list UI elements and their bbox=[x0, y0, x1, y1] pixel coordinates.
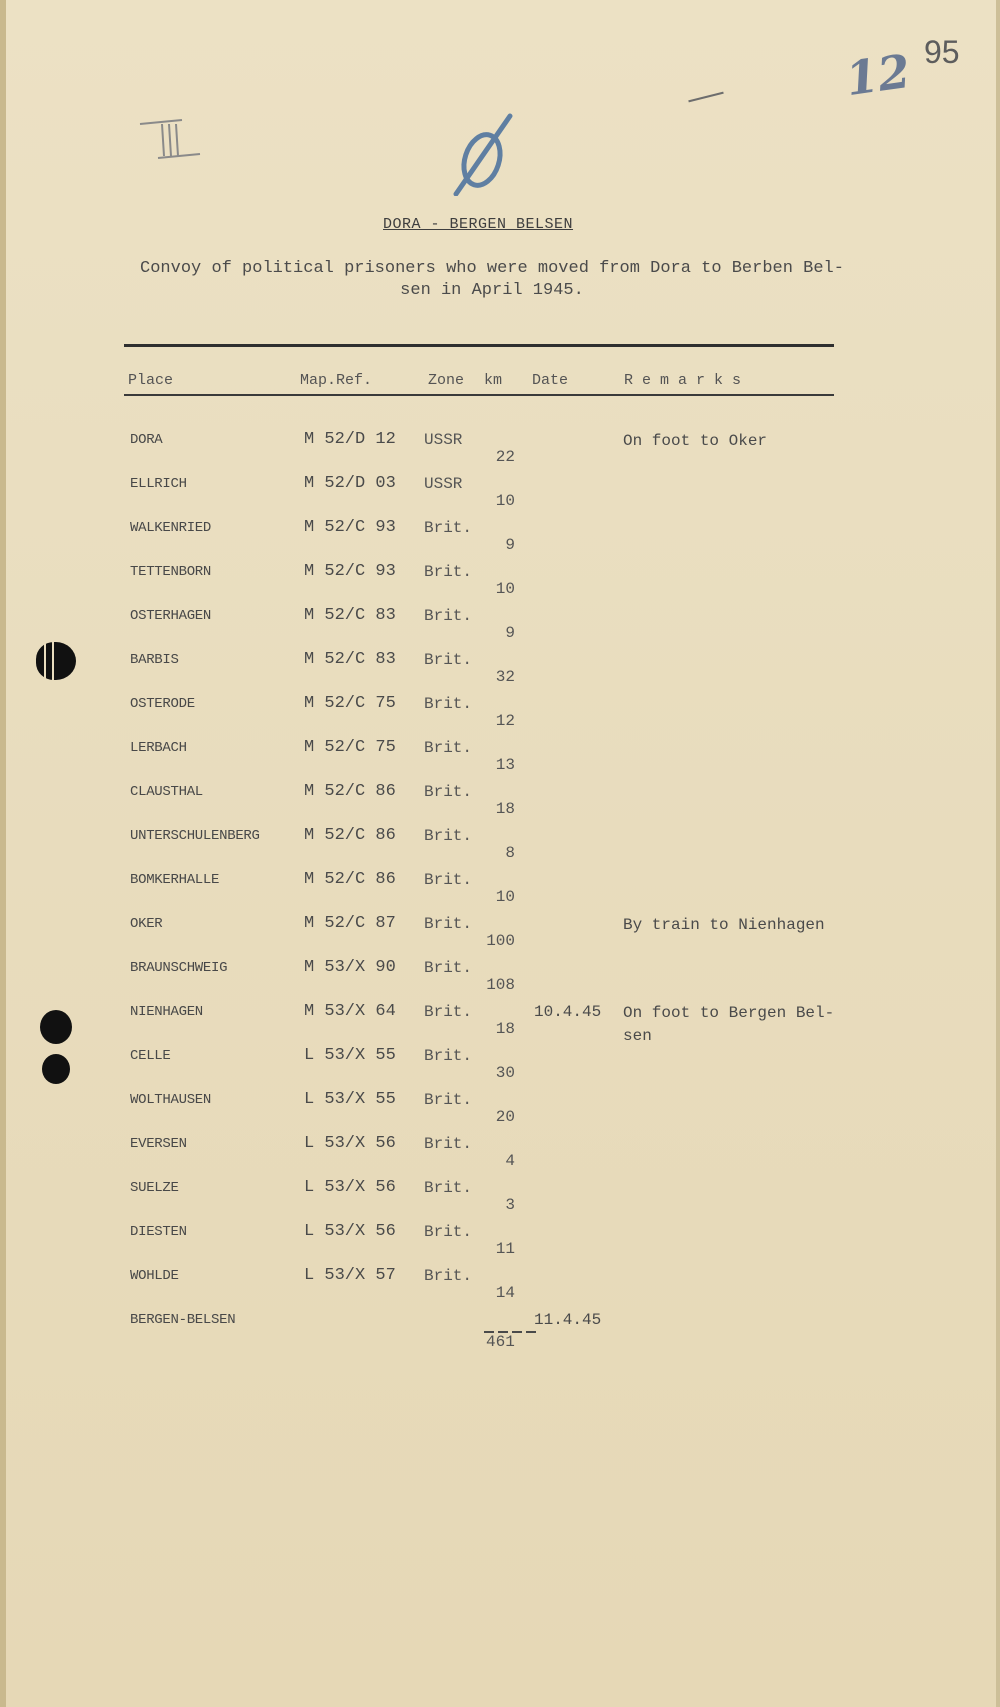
place-cell: LERBACH bbox=[130, 740, 187, 756]
map-ref-cell: M 52/C 75 bbox=[304, 738, 396, 757]
place-cell: OKER bbox=[130, 916, 163, 932]
map-ref-cell: M 53/X 64 bbox=[304, 1002, 396, 1021]
place-cell: BOMKERHALLE bbox=[130, 872, 220, 888]
date-cell: 11.4.45 bbox=[534, 1311, 602, 1329]
segment-distance: 13 bbox=[495, 756, 515, 774]
header-remarks: R e m a r k s bbox=[624, 372, 742, 389]
zone-cell: Brit. bbox=[424, 519, 473, 537]
zone-cell: Brit. bbox=[424, 1223, 473, 1241]
place-cell: OSTERHAGEN bbox=[130, 608, 212, 624]
place-cell: BRAUNSCHWEIG bbox=[130, 960, 228, 976]
map-ref-cell: M 52/C 83 bbox=[304, 606, 396, 625]
map-ref-cell: M 53/X 90 bbox=[304, 958, 396, 977]
map-ref-cell: M 52/C 93 bbox=[304, 562, 396, 581]
segment-distance: 18 bbox=[495, 800, 515, 818]
roman-numeral-mark bbox=[138, 118, 204, 164]
map-ref-cell: L 53/X 56 bbox=[304, 1222, 396, 1241]
place-cell: WOLTHAUSEN bbox=[130, 1092, 212, 1108]
map-ref-cell: M 52/C 86 bbox=[304, 782, 396, 801]
map-ref-cell: M 52/C 83 bbox=[304, 650, 396, 669]
pencil-dash-mark bbox=[688, 92, 723, 103]
remarks-cell: On foot to Oker bbox=[623, 432, 768, 450]
map-ref-cell: M 52/C 87 bbox=[304, 914, 396, 933]
place-cell: WALKENRIED bbox=[130, 520, 212, 536]
header-place: Place bbox=[128, 372, 174, 389]
zone-cell: Brit. bbox=[424, 915, 473, 933]
place-cell: OSTERODE bbox=[130, 696, 195, 712]
segment-distance: 12 bbox=[495, 712, 515, 730]
map-ref-cell: L 53/X 57 bbox=[304, 1266, 396, 1285]
segment-distance: 11 bbox=[495, 1240, 515, 1258]
zone-cell: Brit. bbox=[424, 1047, 473, 1065]
header-zone: Zone bbox=[428, 372, 465, 389]
segment-distance: 10 bbox=[495, 888, 515, 906]
table-header-rule bbox=[124, 394, 834, 396]
remarks-cell: On foot to Bergen Bel- sen bbox=[623, 1004, 835, 1045]
page-edge-left bbox=[0, 0, 6, 1707]
segment-distance: 22 bbox=[495, 448, 515, 466]
segment-distance: 9 bbox=[505, 624, 515, 642]
punch-hole bbox=[42, 1054, 70, 1084]
date-cell: 10.4.45 bbox=[534, 1003, 602, 1021]
punch-hole bbox=[40, 1010, 72, 1044]
segment-distance: 100 bbox=[486, 932, 515, 950]
zone-cell: Brit. bbox=[424, 959, 473, 977]
segment-distance: 3 bbox=[505, 1196, 515, 1214]
zone-cell: Brit. bbox=[424, 695, 473, 713]
map-ref-cell: M 52/C 86 bbox=[304, 870, 396, 889]
punch-hole-highlight bbox=[52, 642, 54, 680]
blue-pencil-zero-mark bbox=[448, 112, 520, 196]
segment-distance: 20 bbox=[495, 1108, 515, 1126]
page-number: 95 bbox=[924, 34, 960, 70]
segment-distance: 10 bbox=[495, 580, 515, 598]
segment-distance: 30 bbox=[495, 1064, 515, 1082]
segment-distance: 108 bbox=[486, 976, 515, 994]
document-subtitle bbox=[122, 258, 862, 302]
place-cell: TETTENBORN bbox=[130, 564, 212, 580]
place-cell: WOHLDE bbox=[130, 1268, 179, 1284]
place-cell: DORA bbox=[130, 432, 163, 448]
segment-distance: 10 bbox=[495, 492, 515, 510]
zone-cell: Brit. bbox=[424, 1179, 473, 1197]
remarks-cell: By train to Nienhagen bbox=[623, 916, 825, 934]
place-cell: BARBIS bbox=[130, 652, 179, 668]
segment-distance: 8 bbox=[505, 844, 515, 862]
place-cell: SUELZE bbox=[130, 1180, 179, 1196]
map-ref-cell: M 52/D 12 bbox=[304, 430, 396, 449]
segment-distance: 32 bbox=[495, 668, 515, 686]
segment-distance: 14 bbox=[495, 1284, 515, 1302]
zone-cell: Brit. bbox=[424, 1135, 473, 1153]
place-cell: BERGEN-BELSEN bbox=[130, 1312, 236, 1328]
map-ref-cell: M 52/C 86 bbox=[304, 826, 396, 845]
place-cell: ELLRICH bbox=[130, 476, 187, 492]
place-cell: UNTERSCHULENBERG bbox=[130, 828, 260, 844]
zone-cell: USSR bbox=[424, 475, 463, 493]
map-ref-cell: M 52/D 03 bbox=[304, 474, 396, 493]
segment-distance: 9 bbox=[505, 536, 515, 554]
subtitle-line-1: Convoy of political prisoners who were moved from Dora to Berben Bel- bbox=[140, 259, 844, 278]
zone-cell: Brit. bbox=[424, 1003, 473, 1021]
zone-cell: Brit. bbox=[424, 783, 473, 801]
place-cell: EVERSEN bbox=[130, 1136, 187, 1152]
total-distance: 461 bbox=[486, 1333, 515, 1351]
header-map-ref: Map.Ref. bbox=[300, 372, 373, 389]
map-ref-cell: L 53/X 55 bbox=[304, 1090, 396, 1109]
punch-hole-highlight bbox=[44, 642, 46, 680]
document-title: DORA - BERGEN BELSEN bbox=[383, 216, 574, 233]
place-cell: CELLE bbox=[130, 1048, 171, 1064]
page-edge-right bbox=[996, 0, 1000, 1707]
zone-cell: Brit. bbox=[424, 827, 473, 845]
header-km: km bbox=[484, 372, 503, 389]
zone-cell: Brit. bbox=[424, 563, 473, 581]
map-ref-cell: L 53/X 56 bbox=[304, 1134, 396, 1153]
zone-cell: Brit. bbox=[424, 651, 473, 669]
map-ref-cell: M 52/C 75 bbox=[304, 694, 396, 713]
place-cell: NIENHAGEN bbox=[130, 1004, 203, 1020]
zone-cell: Brit. bbox=[424, 1091, 473, 1109]
map-ref-cell: M 52/C 93 bbox=[304, 518, 396, 537]
zone-cell: Brit. bbox=[424, 739, 473, 757]
place-cell: DIESTEN bbox=[130, 1224, 187, 1240]
place-cell: CLAUSTHAL bbox=[130, 784, 203, 800]
subtitle-line-2: sen in April 1945. bbox=[400, 281, 584, 300]
map-ref-cell: L 53/X 56 bbox=[304, 1178, 396, 1197]
map-ref-cell: L 53/X 55 bbox=[304, 1046, 396, 1065]
segment-distance: 18 bbox=[495, 1020, 515, 1038]
header-date: Date bbox=[532, 372, 569, 389]
zone-cell: Brit. bbox=[424, 1267, 473, 1285]
zone-cell: Brit. bbox=[424, 871, 473, 889]
table-top-rule bbox=[124, 344, 834, 347]
zone-cell: USSR bbox=[424, 431, 463, 449]
segment-distance: 4 bbox=[505, 1152, 515, 1170]
punch-hole bbox=[36, 642, 76, 680]
zone-cell: Brit. bbox=[424, 607, 473, 625]
handwritten-folio-number: 12 bbox=[842, 43, 914, 107]
